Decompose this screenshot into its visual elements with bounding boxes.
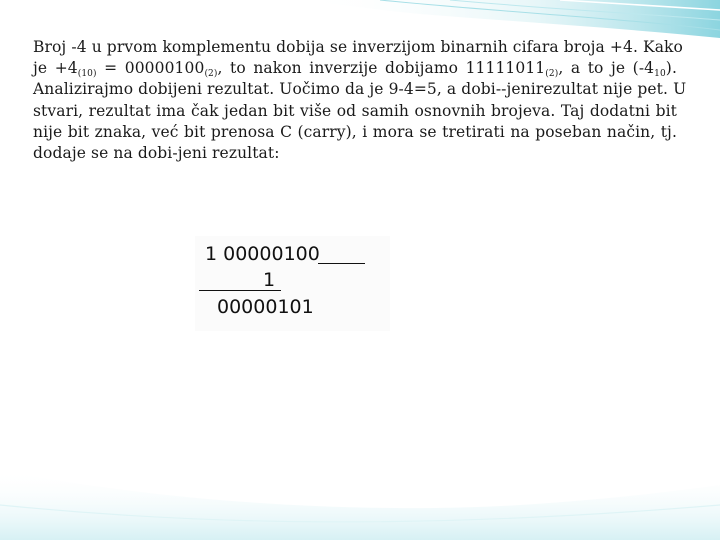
addition-result-row: 00000101	[217, 296, 314, 318]
paragraph-line-6: dodaje se na dobi-jeni rezultat:	[33, 143, 280, 162]
paragraph-line-5: nije bit znaka, već bit prenosa C (carry), i mora se tretirati na poseban način, tj.	[33, 122, 677, 141]
bottom-wave-decoration	[0, 470, 720, 540]
paragraph-line-2: je $+4_{(10)} = 00000100_{(2)}$, to nakon inverzije dobijamo $11111011_{(2)}$, a to je $(-4_{10})$.	[33, 59, 677, 80]
paragraph-line-1: Broj -4 u prvom komplementu dobija se inverzijom binarnih cifara broja +4. Kako	[33, 38, 683, 56]
addition-row-2: 1	[263, 269, 276, 291]
binary-addition-figure	[195, 236, 390, 331]
top-wave-decoration	[300, 0, 720, 38]
carry-underline	[318, 263, 365, 264]
paragraph-line-4: stvari, rezultat ima čak jedan bit više od samih osnovnih brojeva. Taj dodatni bit	[33, 101, 677, 120]
paragraph-line-3: Analizirajmo dobijeni rezultat. Uočimo da je 9-4=5, a dobi--jenirezultat nije pet. U	[33, 80, 687, 99]
body-paragraph	[33, 37, 687, 164]
addition-row-1: 1 00000100	[205, 243, 320, 265]
sum-underline	[199, 290, 281, 291]
